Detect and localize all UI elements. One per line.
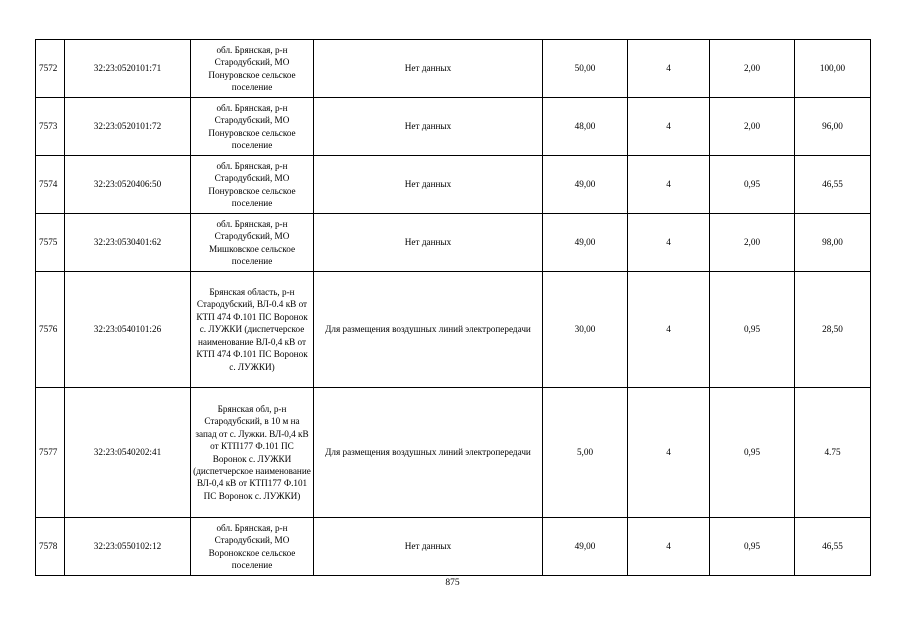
area-cell: 5,00 [543,388,628,518]
table-row [36,40,871,98]
cadastral-number: 32:23:0520101:71 [65,40,191,98]
group-cell: 4 [628,40,710,98]
area-cell: 49,00 [543,518,628,576]
address-cell: обл. Брянская, р-н Стародубский, МО Понуровское сельское поселение [191,156,314,214]
address-cell: Брянская область, р-н Стародубский, ВЛ-0.4 кВ от КТП 474 Ф.101 ПС Воронок с. ЛУЖКИ (диспетчерское наименование ВЛ-0,4 кВ от КТП 474 Ф.101 ПС Воронок с. ЛУЖКИ) [191,272,314,388]
group-cell: 4 [628,156,710,214]
row-number: 7576 [36,272,65,388]
address-cell: обл. Брянская, р-н Стародубский, МО Понуровское сельское поселение [191,98,314,156]
cadastral-number: 32:23:0540101:26 [65,272,191,388]
registry-table-body [36,40,871,576]
address-cell: Брянская обл, р-н Стародубский, в 10 м на запад от с. Лужки. ВЛ-0,4 кВ от КТП177 Ф.101 ПС Воронок с. ЛУЖКИ (диспетчерское наименование ВЛ-0,4 кВ от КТП177 Ф.101 ПС Воронок с. ЛУЖКИ) [191,388,314,518]
cadastral-number: 32:23:0550102:12 [65,518,191,576]
row-number: 7575 [36,214,65,272]
group-cell: 4 [628,214,710,272]
value-cell: 98,00 [795,214,871,272]
land-use-cell: Нет данных [314,98,543,156]
row-number: 7573 [36,98,65,156]
cadastral-number: 32:23:0530401:62 [65,214,191,272]
address-cell: обл. Брянская, р-н Стародубский, МО Воронокское сельское поселение [191,518,314,576]
rate-cell: 2,00 [710,214,795,272]
value-cell: 28,50 [795,272,871,388]
cadastral-number: 32:23:0540202:41 [65,388,191,518]
row-number: 7578 [36,518,65,576]
land-use-cell: Нет данных [314,156,543,214]
rate-cell: 0,95 [710,518,795,576]
value-cell: 100,00 [795,40,871,98]
area-cell: 49,00 [543,156,628,214]
table-row [36,98,871,156]
rate-cell: 2,00 [710,98,795,156]
row-number: 7572 [36,40,65,98]
land-use-cell: Нет данных [314,40,543,98]
group-cell: 4 [628,272,710,388]
land-use-cell: Нет данных [314,214,543,272]
group-cell: 4 [628,388,710,518]
group-cell: 4 [628,98,710,156]
value-cell: 96,00 [795,98,871,156]
table-row [36,272,871,388]
group-cell: 4 [628,518,710,576]
registry-table [35,39,871,576]
land-use-cell: Нет данных [314,518,543,576]
row-number: 7574 [36,156,65,214]
rate-cell: 0,95 [710,272,795,388]
rate-cell: 2,00 [710,40,795,98]
cadastral-number: 32:23:0520406:50 [65,156,191,214]
table-row [36,156,871,214]
area-cell: 50,00 [543,40,628,98]
area-cell: 30,00 [543,272,628,388]
table-row [36,214,871,272]
rate-cell: 0,95 [710,388,795,518]
land-use-cell: Для размещения воздушных линий электропередачи [314,388,543,518]
table-row [36,388,871,518]
area-cell: 48,00 [543,98,628,156]
table-row [36,518,871,576]
address-cell: обл. Брянская, р-н Стародубский, МО Понуровское сельское поселение [191,40,314,98]
value-cell: 4.75 [795,388,871,518]
row-number: 7577 [36,388,65,518]
value-cell: 46,55 [795,156,871,214]
area-cell: 49,00 [543,214,628,272]
land-use-cell: Для размещения воздушных линий электропередачи [314,272,543,388]
page-number: 875 [445,578,460,588]
value-cell: 46,55 [795,518,871,576]
rate-cell: 0,95 [710,156,795,214]
address-cell: обл. Брянская, р-н Стародубский, МО Мишковское сельское поселение [191,214,314,272]
cadastral-number: 32:23:0520101:72 [65,98,191,156]
